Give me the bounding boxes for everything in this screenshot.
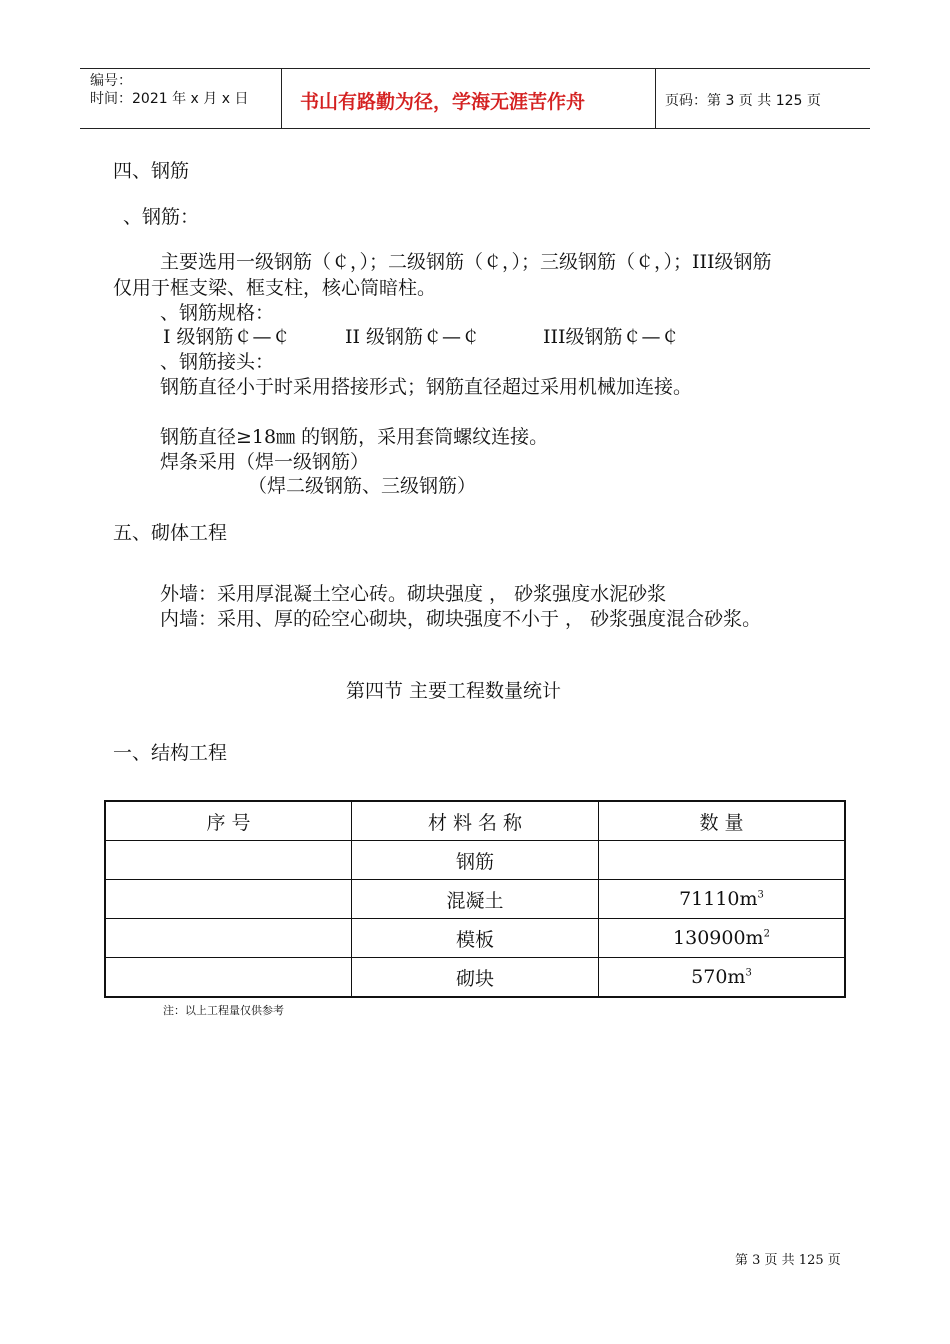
table-row	[105, 841, 845, 880]
header-bottom-rule	[80, 128, 870, 129]
header-page-info: 页码：第 3 页 共 125 页	[665, 93, 821, 109]
cell-quantity	[599, 841, 846, 880]
cell-quantity: $130900m^2$	[599, 919, 846, 958]
quantity-table	[104, 800, 846, 998]
weld-line2: （焊二级钢筋、三级钢筋）	[248, 475, 477, 497]
section4-heading: 四、钢筋	[113, 160, 190, 182]
joint-line2: 钢筋直径≥18㎜ 的钢筋，采用套筒螺纹连接。	[160, 426, 549, 448]
header-top-rule	[80, 68, 870, 69]
table-row	[105, 880, 845, 919]
header-divider-2	[655, 68, 656, 128]
cell-number	[105, 958, 352, 998]
section4-para1-line1: 主要选用一级钢筋（￠，）；二级钢筋（￠，）；三级钢筋（￠，）；III级钢筋	[160, 251, 772, 273]
table-note: 注：以上工程量仅供参考	[163, 1004, 284, 1017]
structure-heading: 一、结构工程	[113, 742, 228, 764]
outer-wall-text: 外墙：采用厚混凝土空心砖。砌块强度 ， 砂浆强度水泥砂浆	[160, 583, 667, 605]
header-divider-1	[281, 68, 282, 128]
section-title: 第四节 主要工程数量统计	[346, 680, 562, 702]
cell-material: 钢筋	[352, 841, 599, 880]
header-motto: 书山有路勤为径，学海无涯苦作舟	[300, 91, 586, 113]
spec-grade3: III级钢筋￠—￠	[543, 326, 680, 348]
section4-sub-spec: 、钢筋规格：	[160, 302, 275, 324]
cell-material: 模板	[352, 919, 599, 958]
header-serial-label: 编号：	[90, 73, 132, 89]
header-cell-material: 材 料 名 称	[352, 801, 599, 841]
cell-number	[105, 919, 352, 958]
cell-quantity: $570m^3$	[599, 958, 846, 998]
cell-number	[105, 880, 352, 919]
spec-grade2: II 级钢筋￠—￠	[345, 326, 481, 348]
header-time: 时间：2021 年 x 月 x 日	[90, 91, 249, 107]
table-header-row	[105, 801, 845, 841]
section4-para1-line2: 仅用于框支梁、框支柱，核心筒暗柱。	[113, 277, 437, 299]
cell-material: 砌块	[352, 958, 599, 998]
weld-line1: 焊条采用（焊一级钢筋）	[160, 451, 370, 473]
section4-sub-steel: 、钢筋：	[123, 206, 200, 228]
header-cell-number: 序 号	[105, 801, 352, 841]
table-row	[105, 919, 845, 958]
header-cell-quantity: 数 量	[599, 801, 846, 841]
cell-number	[105, 841, 352, 880]
section5-heading: 五、砌体工程	[113, 522, 228, 544]
page-footer: 第 3 页 共 125 页	[735, 1253, 841, 1268]
section4-sub-joint: 、钢筋接头：	[160, 351, 275, 373]
spec-grade1: I 级钢筋￠—￠	[163, 326, 291, 348]
cell-quantity: $71110m^3$	[599, 880, 846, 919]
inner-wall-text: 内墙：采用、厚的砼空心砌块，砌块强度不小于 ， 砂浆强度混合砂浆。	[160, 608, 762, 630]
table-row	[105, 958, 845, 998]
joint-line1: 钢筋直径小于时采用搭接形式；钢筋直径超过采用机械加连接。	[160, 376, 693, 398]
cell-material: 混凝土	[352, 880, 599, 919]
